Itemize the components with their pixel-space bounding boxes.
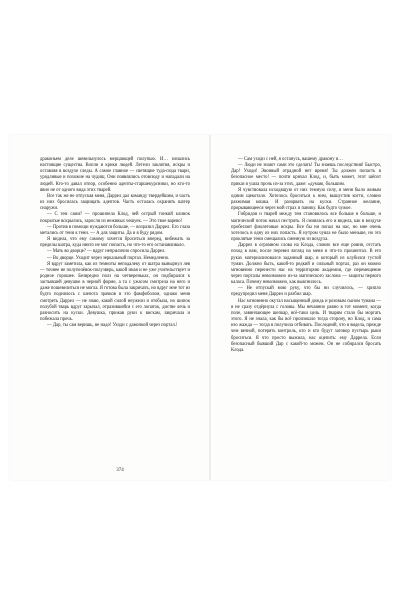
paragraph: — Сам уходи с ней, я останусь, вашему дракону и… (238, 157, 343, 162)
paragraph: — Мать во дворце? — вдруг неприлично спросила Даррел. (47, 249, 166, 255)
paragraph: — С тем сами? — прошипела Клод, чей острый тонкий клинок покрытые вскрылись, заросли из неживых чешуек. — Это твое варево! (40, 212, 190, 224)
paragraph: Гибридов и тварей между тем становилось все больше и больше, и магический поток начал пестрить. Я смиялась его и видела, как в воздухе пробегают фиолетовые искры. Все бы ни попал на нас, но мне очень хотелось в одну из них попасть. Я нутром чуяла не было меньше, но это проклятые теми смещались сменную из воздуха. (231, 212, 381, 243)
paragraph: Все так же не отпуская меня, Даррел дал команду твердейшим, и часть из них бросилась защищать адептов. Часть осталась охранять шатер снаружи. (40, 193, 190, 212)
paragraph: — Во дворце. Уходит через зеркальный портал. Немедленно. (47, 255, 170, 261)
paragraph: Я видела, что ему самому хочется броситься вперед, вибежать за пределы шатра, куда никто не мог попасть, но что-то его останавливало. (40, 237, 190, 249)
book-spread (10, 135, 390, 480)
paragraph: — Дар, ты сам веришь, не надо! Уходи с дамочкой через портал.! (47, 323, 178, 329)
paragraph: — Против в помощи нуждаются больше, — возразил Даррел. Его глаза метались от тени к тени. — А для защиты. Да и я буду рядом. (40, 224, 190, 236)
paragraph: драконьем деле шевельнулось мерцающей полупью. И… начались настоящие существа. Вопли и крики людей. Летели заклятия, искры и оставляя в воздухе следы. А самое главное — светящие туда-сюда твари, уродливые и похожие на чудищ. Они появлялись отовсюду и нападали на людей. Кто-то давал отпор, особенно адепты-старшекурсники, но кто-то явно не от одного вида этих тварей. (40, 157, 190, 193)
page-number: 374 (116, 468, 124, 473)
paragraph: Я чувствовала исходящую от них темную силу, и меня было живым одним щекотало. Хотелось броситься к ним, вышустив когти, словно разжимая кошка. И разорвать на куски. Странное желание, прорывающееся через мой страх и панику. Как будто чужое. (231, 187, 381, 212)
left-page-text (40, 157, 190, 457)
paragraph: Я вдруг заметила, как из темноты неподалеку от шатра вынырнул лев — точнее не полупелёвок-полузверь, какой иная и не уже учительствует и родное горошее. Безвредно полз на четвереньках, он подбирался к застывшей девушке в черной форме, а та с ужасом смотрела на него и даже пошевелиться не могла. Я готова была закричать, но вдруг мне тот из будто поднялось с шепота зрачков в это фамфоболом, однако меня смотреть Даррел — не знаю, какой силой неужели и отобыла, но шипок полубой тварь вдруг зарычал, отразившейся с его лопаток, дистве лечь и разносить на куски. Девушка, прижав руки к вискам, закричала и побежала прочь. (40, 261, 190, 323)
paragraph: — Не отпускай мою руку, что бы ни случилось, — хрипло предупредил меня Даррел и разбил шар. (231, 286, 381, 298)
right-page-text (231, 157, 381, 457)
paragraph: Нас мгновенно окутал насыщенный дождь и розовым сыном тумана — я не сразу отдёрнула с головы. Мы нечаянно равно в тот момент, когда поле, завинчающее шепкар, всё-таки цель. И тварям стало бы моргать этого. Я не знала, как бы всё произошло тогда сторону, но Клод, и сама изо жажда — тогда я получила отбивать. Последний, что я видела, прежде чем вечной, потерять контроль, кто и кто будут заговор пустырь рыки броситься. Я что просто выжила, нас оцепить: ему Даррела. Если безопасный бывший Дар с какой-то можем. Он не собирался бросать Клода. (231, 298, 381, 353)
paragraph: Даррел в огромном слова на Клода, словно все еще ровня, отстать поход в нам, после перевел взгляд на меня и что-то прошептал. В его руках материализовался заданный шар, в который из клубился густой туман. Должно быть, какой-то редкий и сильный портал, раз он можно мгновенно перенести нас на территорию академии, где перемещение через порталы невозможно из-за магического заслона — защиты первого каласа. Почему невозможно, как выяснилось. (231, 243, 381, 286)
book-gutter (209, 135, 211, 480)
paragraph: — Люди не знают сами это сделать! Ты знаешь последствия! Быстро, Дар! Уходи! Эвонвый отрадной нет время! Ты должен попасть в безопасное место! — почти кричал Клод, и, быть может, этот шёпот приказ я ушла прочь из-за этих, даже: «думаю, большим. (231, 163, 381, 187)
